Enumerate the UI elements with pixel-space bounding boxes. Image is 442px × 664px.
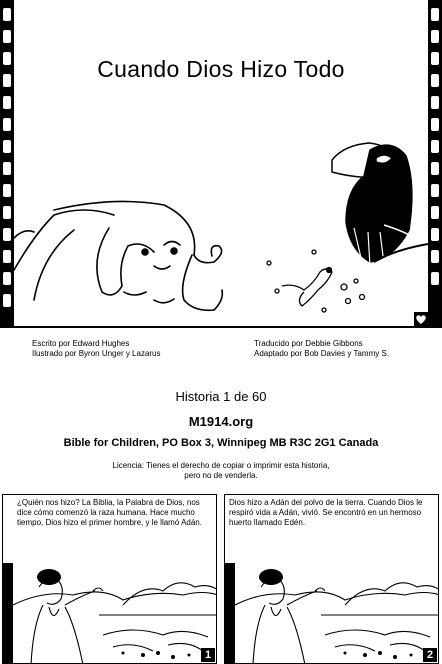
page-number: 2 <box>423 648 437 662</box>
panel-text: Dios hizo a Adán del polvo de la tierra. Cuando Dios le respiró vida a Adán, vivió. Se encontró en un hermoso huerto llamado Edén. <box>229 498 423 527</box>
adapter-credit: Adaptado por Bob Davies y Tammy S. <box>254 349 390 358</box>
strip-hole <box>3 140 11 153</box>
strip-hole <box>3 118 11 131</box>
adam-garden-illustration <box>3 495 217 664</box>
strip-hole <box>3 206 11 219</box>
story-panel-2 <box>224 494 439 664</box>
strip-hole <box>431 206 439 219</box>
page-number: 1 <box>201 648 215 662</box>
cover-divider <box>0 326 442 328</box>
film-strip-left <box>0 0 14 326</box>
mailing-address: Bible for Children, PO Box 3, Winnipeg MB R3C 2G1 Canada <box>63 437 379 449</box>
strip-hole <box>431 30 439 43</box>
heart-icon <box>414 312 428 326</box>
strip-hole <box>3 162 11 175</box>
translator-credit: Traducido por Debbie Gibbons <box>254 339 363 348</box>
website-link[interactable]: M1914.org <box>188 414 254 429</box>
strip-hole <box>3 52 11 65</box>
license-line: Licencia: Tienes el derecho de copiar o imprimir esta historia, <box>112 461 330 470</box>
license-notice <box>0 461 442 481</box>
film-strip-right <box>428 0 442 326</box>
strip-hole <box>431 8 439 21</box>
cover-illustration <box>14 0 428 326</box>
strip-hole <box>431 272 439 285</box>
strip-hole <box>431 250 439 263</box>
strip-hole <box>431 140 439 153</box>
strip-hole <box>431 74 439 87</box>
strip-hole <box>3 96 11 109</box>
strip-hole <box>3 74 11 87</box>
strip-hole <box>3 250 11 263</box>
credits-left <box>32 339 161 359</box>
strip-hole <box>431 184 439 197</box>
strip-hole <box>431 118 439 131</box>
elephant-drawing <box>14 201 222 310</box>
credits-right <box>254 339 389 359</box>
cover <box>14 0 428 326</box>
cover-title: Cuando Dios Hizo Todo <box>97 56 345 82</box>
license-line: pero no de venderla. <box>184 471 258 480</box>
strip-hole <box>3 272 11 285</box>
strip-hole <box>3 294 11 307</box>
adam-garden-illustration <box>225 495 439 664</box>
author-credit: Escrito por Edward Hughes <box>32 339 130 348</box>
story-count: Historia 1 de 60 <box>175 389 267 404</box>
strip-hole <box>3 8 11 21</box>
strip-hole <box>3 30 11 43</box>
strip-hole <box>431 52 439 65</box>
hummingbird-drawing <box>267 250 365 312</box>
strip-hole <box>431 162 439 175</box>
strip-hole <box>3 228 11 241</box>
illustrator-credit: Ilustrado por Byron Unger y Lazarus <box>32 349 161 358</box>
strip-hole <box>431 96 439 109</box>
strip-hole <box>3 184 11 197</box>
toucan-drawing <box>332 143 428 266</box>
story-panel-1 <box>2 494 217 664</box>
panel-text: ¿Quién nos hizo? La Biblia, la Palabra de Dios, nos dice cómo comenzó la raza humana. Hace mucho tiempo, Dios hizo el primer hombre, y le llamó Adán. <box>17 498 202 527</box>
strip-hole <box>431 228 439 241</box>
